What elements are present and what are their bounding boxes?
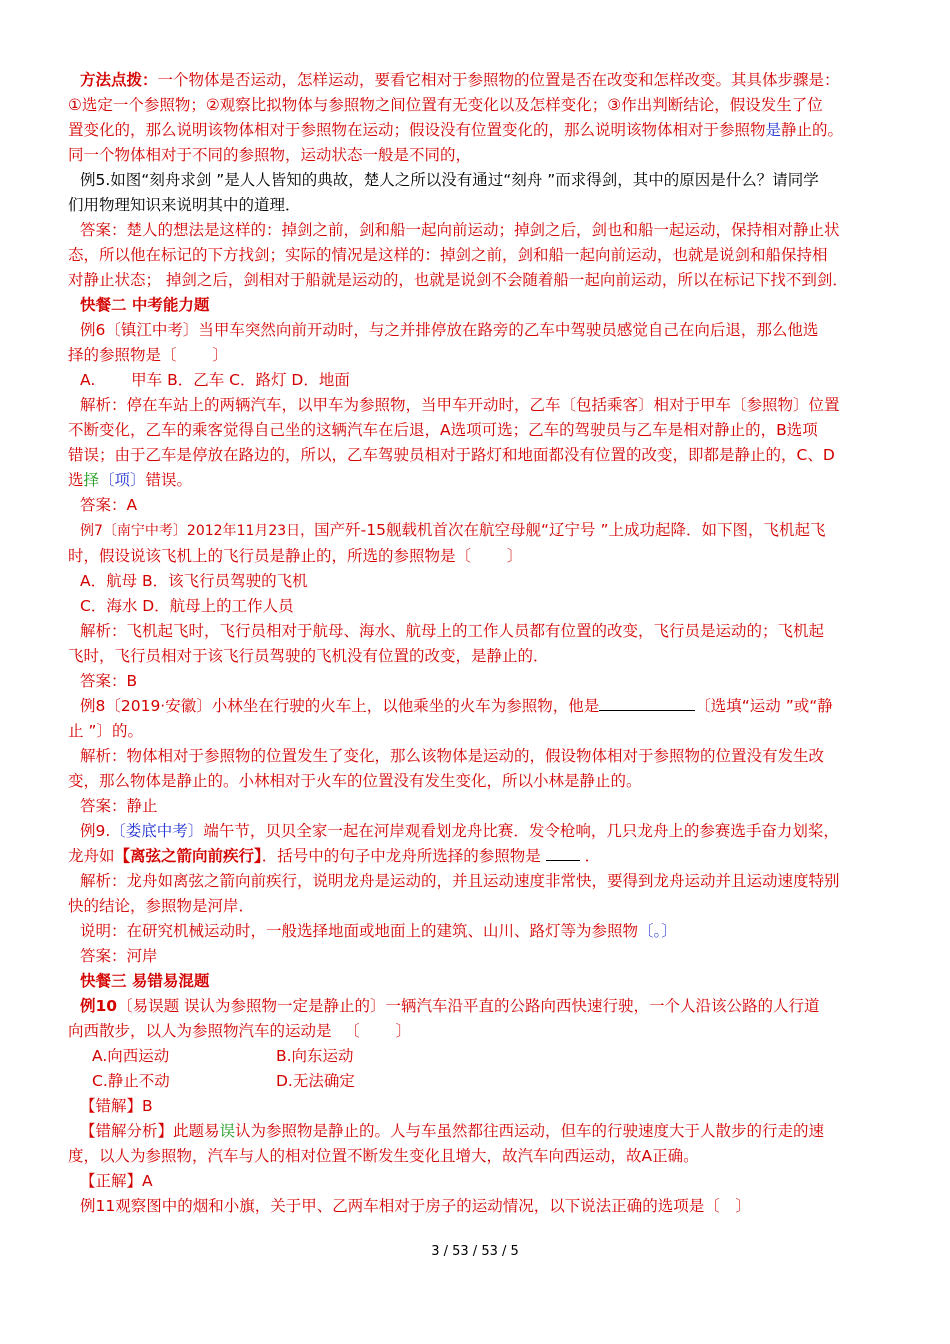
ex6-answer: 答案：A — [80, 496, 138, 514]
ex10-analysis-cont: 度，以人为参照物，汽车与人的相对位置不断发生变化且增大，故汽车向西运动，故A正确。 — [68, 1147, 699, 1165]
ex9-explanation: 解析：龙舟如离弦之箭向前疾行，说明龙舟是运动的，并且运动速度非常快，要得到龙舟运动并且运动速度特别 — [80, 872, 840, 890]
method-line-3: 置变化的，那么说明该物体相对于参照物在运动；假设没有位置变化的，那么说明该物体相对于参照物是静止的。 — [68, 121, 844, 139]
ex10-options-2: C.静止不动 D.无法确定 — [92, 1072, 355, 1090]
ex6-explanation-cont-3: 选择〔项〕错误。 — [68, 471, 193, 489]
ex8-blank — [599, 696, 695, 711]
ex9-blank — [546, 846, 580, 861]
ex10-wrong-answer: 【错解】B — [80, 1097, 153, 1115]
section-heading-2: 快餐二 中考能力题 — [80, 296, 210, 314]
ex10-analysis: 【错解分析】此题易误认为参照物是静止的。人与车虽然都往西运动，但车的行驶速度大于人散步的行走的速 — [80, 1122, 825, 1140]
ex10-options-1: A.向西运动 B.向东运动 — [92, 1047, 354, 1065]
ex7-question: 例7〔南宁中考〕2012年11月23日，国产歼-15舰载机首次在航空母舰“辽宁号 ”上成功起降．如下图，飞机起飞 — [80, 521, 826, 539]
ex7-explanation: 解析：飞机起飞时，飞行员相对于航母、海水、航母上的工作人员都有位置的改变，飞行员是运动的；飞机起 — [80, 622, 825, 640]
ex10-question-cont: 向西散步，以人为参照物汽车的运动是 〔 〕 — [68, 1022, 412, 1040]
ex8-answer: 答案：静止 — [80, 797, 158, 815]
method-line-4: 同一个物体相对于不同的参照物，运动状态一般是不同的， — [68, 146, 472, 164]
page-footer: 3 / 53 / 53 / 5 — [431, 1244, 519, 1259]
ex6-question-cont: 择的参照物是〔 〕 — [68, 346, 228, 364]
ex6-explanation: 解析：停在车站上的两辆汽车，以甲车为参照物，当甲车开动时，乙车〔包括乘客〕相对于甲车〔参照物〕位置 — [80, 396, 840, 414]
ex8-question-cont: 止 ”〕的。 — [68, 722, 143, 740]
ex5-question: 例5.如图“刻舟求剑 ”是人人皆知的典故，楚人之所以没有通过“刻舟 ”而求得剑，其中的原因是什么？请同学 — [80, 171, 819, 189]
ex9-question: 例9.〔娄底中考〕端午节，贝贝全家一起在河岸观看划龙舟比赛．发令枪响，几只龙舟上的参赛选手奋力划桨， — [80, 822, 839, 840]
ex7-question-cont: 时，假设说该飞机上的飞行员是静止的，所选的参照物是〔 〕 — [68, 547, 523, 565]
ex5-answer: 答案：楚人的想法是这样的：掉剑之前，剑和船一起向前运动；掉剑之后，剑也和船一起运动，保持相对静止状 — [80, 221, 840, 239]
ex7-options-2: C．海水 D．航母上的工作人员 — [80, 597, 294, 615]
ex9-question-cont: 龙舟如【离弦之箭向前疾行】．括号中的句子中龙舟所选择的参照物是 ． — [68, 847, 601, 865]
ex7-answer: 答案：B — [80, 672, 138, 690]
method-line-2: ①选定一个参照物；②观察比拟物体与参照物之间位置有无变化以及怎样变化；③作出判断结论，假设发生了位 — [68, 96, 823, 114]
section-heading-3: 快餐三 易错易混题 — [80, 972, 210, 990]
ex5-answer-cont-2: 对静止状态； 掉剑之后，剑相对于船就是运动的，也就是说剑不会随着船一起向前运动，所以在标记下找不到剑． — [68, 271, 848, 289]
ex7-options-1: A．航母 B．该飞行员驾驶的飞机 — [80, 572, 308, 590]
ex8-question: 例8〔2019·安徽〕小林坐在行驶的火车上，以他乘坐的火车为参照物，他是 〔选填“运动 ”或“静 — [80, 697, 833, 715]
method-line-1: 方法点拨：一个物体是否运动，怎样运动，要看它相对于参照物的位置是否在改变和怎样改变。其具体步骤是： — [80, 71, 840, 89]
ex10-question: 例10〔易误题 误认为参照物一定是静止的〕一辆汽车沿平直的公路向西快速行驶，一个人沿该公路的人行道 — [80, 997, 820, 1015]
ex9-note: 说明：在研究机械运动时，一般选择地面或地面上的建筑、山川、路灯等为参照物〔。〕 — [80, 922, 677, 940]
ex10-correct-answer: 【正解】A — [80, 1172, 153, 1190]
ex11-question: 例11观察图中的烟和小旗，关于甲、乙两车相对于房子的运动情况，以下说法正确的选项是〔 〕 — [80, 1197, 751, 1215]
document-body — [68, 68, 884, 1219]
ex8-explanation-cont: 变，那么物体是静止的。小林相对于火车的位置没有发生变化，所以小林是静止的。 — [68, 772, 642, 790]
ex5-answer-cont: 态，所以他在标记的下方找剑；实际的情况是这样的：掉剑之前，剑和船一起向前运动，也就是说剑和船保持相 — [68, 246, 828, 264]
ex5-question-cont: 们用物理知识来说明其中的道理． — [68, 196, 301, 214]
ex6-question: 例6〔镇江中考〕当甲车突然向前开动时，与之并排停放在路旁的乙车中驾驶员感觉自己在向后退，那么他选 — [80, 321, 819, 339]
ex6-explanation-cont-2: 错误；由于乙车是停放在路边的，所以，乙车驾驶员相对于路灯和地面都没有位置的改变，即都是静止的，C、D — [68, 446, 835, 464]
ex9-explanation-cont: 快的结论，参照物是河岸． — [68, 897, 255, 915]
ex7-explanation-cont: 飞时，飞行员相对于该飞行员驾驶的飞机没有位置的改变，是静止的． — [68, 647, 549, 665]
ex6-explanation-cont: 不断变化，乙车的乘客觉得自己坐的这辆汽车在后退，A选项可选；乙车的驾驶员与乙车是相对静止的，B选项 — [68, 421, 818, 439]
ex6-options: A. 甲车 B．乙车 C．路灯 D．地面 — [80, 371, 350, 389]
ex8-explanation: 解析：物体相对于参照物的位置发生了变化，那么该物体是运动的，假设物体相对于参照物的位置没有发生改 — [80, 747, 825, 765]
ex9-answer: 答案：河岸 — [80, 947, 158, 965]
